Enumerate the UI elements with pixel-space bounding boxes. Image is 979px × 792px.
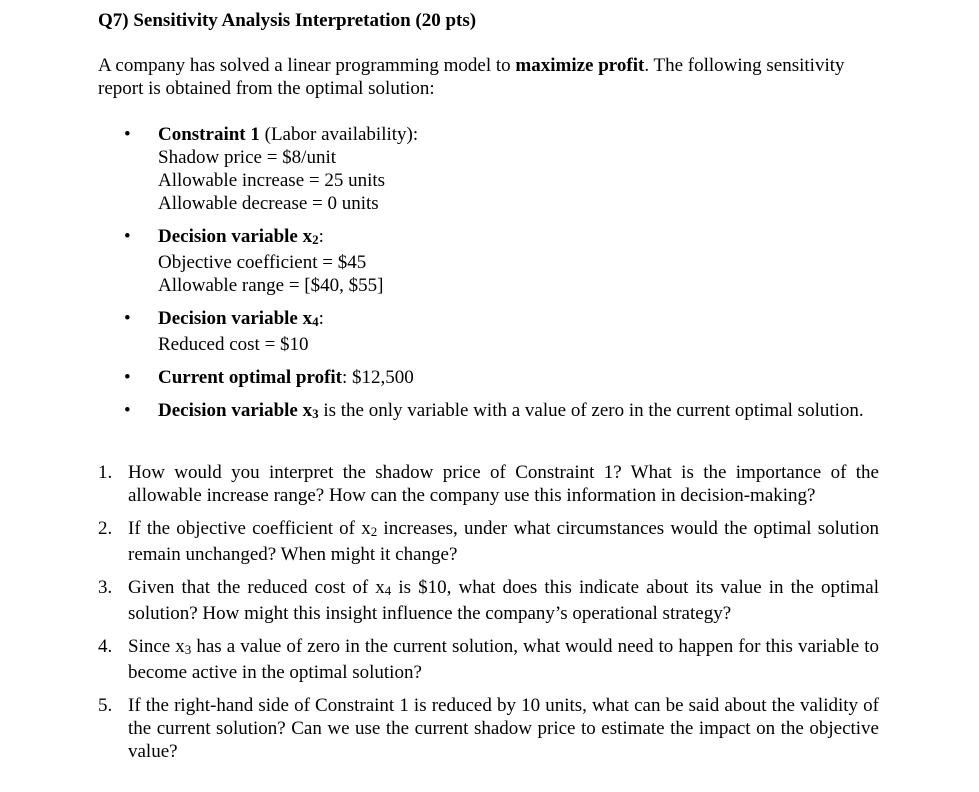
sensitivity-report-list bbox=[98, 123, 878, 435]
question-text: How would you interpret the shadow price of Constraint 1? What is the importance of the allowable increase range? How can the company use this information in decision-making? bbox=[128, 462, 879, 506]
question-text-pre: Since x bbox=[128, 636, 185, 657]
objective-coefficient-line: Objective coefficient = $45 bbox=[158, 252, 367, 273]
bullet-marker: • bbox=[124, 226, 131, 247]
question-text-post: is $10, what does this indicate about its value in the optimal solution? How might this insight influence the company’s operational strategy? bbox=[128, 577, 879, 624]
allowable-increase-line: Allowable increase = 25 units bbox=[158, 170, 386, 191]
bullet-heading-bold: Decision variable x bbox=[158, 400, 313, 421]
intro-post: . The following sensitivity report is obtained from the optimal solution: bbox=[98, 55, 845, 99]
subscript: 2 bbox=[312, 232, 319, 247]
subscript: 3 bbox=[184, 642, 192, 657]
question-number: 2. bbox=[98, 518, 113, 539]
bullet-current-profit bbox=[98, 366, 878, 389]
bullet-heading-bold: Decision variable x bbox=[158, 308, 313, 329]
subscript: 2 bbox=[370, 524, 378, 539]
question-text-pre: If the objective coefficient of x bbox=[128, 518, 371, 539]
question-text-post: has a value of zero in the current solution, what would need to happen for this variable to become active in the optimal solution? bbox=[128, 636, 879, 683]
subscript: 3 bbox=[312, 406, 319, 421]
bullet-marker: • bbox=[124, 308, 131, 329]
profit-value: : $12,500 bbox=[342, 367, 414, 388]
intro-bold: maximize profit bbox=[515, 55, 645, 76]
question-item bbox=[98, 461, 879, 507]
bullet-decision-x4 bbox=[98, 307, 878, 356]
question-text: If the right-hand side of Constraint 1 is reduced by 10 units, what can be said about the validity of the current solution? Can we use the current shadow price to estimate the impact on the objective value? bbox=[128, 695, 879, 762]
colon: : bbox=[318, 308, 324, 329]
question-number: 3. bbox=[98, 577, 113, 598]
intro-pre: A company has solved a linear programming model to bbox=[98, 55, 516, 76]
reduced-cost-line: Reduced cost = $10 bbox=[158, 334, 309, 355]
bullet-constraint-1 bbox=[98, 123, 878, 215]
bullet-marker: • bbox=[124, 367, 131, 388]
allowable-decrease-line: Allowable decrease = 0 units bbox=[158, 193, 379, 214]
bullet-marker: • bbox=[124, 400, 131, 421]
question-item bbox=[98, 694, 879, 763]
question-item bbox=[98, 635, 879, 684]
bullet-heading bbox=[158, 366, 878, 389]
colon: : bbox=[318, 226, 324, 247]
bullet-rest: is the only variable with a value of zero in the current optimal solution. bbox=[318, 400, 864, 421]
bullet-heading-bold: Constraint 1 bbox=[158, 124, 260, 145]
bullet-heading-rest: (Labor availability): bbox=[259, 124, 419, 145]
bullet-heading bbox=[158, 123, 878, 146]
subscript: 4 bbox=[384, 583, 392, 598]
question-number: 1. bbox=[98, 462, 113, 483]
question-title: Q7) Sensitivity Analysis Interpretation (20 pts) bbox=[98, 10, 477, 31]
intro-paragraph bbox=[98, 54, 878, 100]
bullet-decision-x2 bbox=[98, 225, 878, 297]
bullet-decision-x3 bbox=[98, 399, 878, 425]
bullet-heading bbox=[158, 225, 878, 251]
bullet-heading-bold: Current optimal profit bbox=[158, 367, 343, 388]
bullet-heading bbox=[158, 307, 878, 333]
question-item bbox=[98, 576, 879, 625]
question-text-pre: Given that the reduced cost of x bbox=[128, 577, 385, 598]
shadow-price-line: Shadow price = $8/unit bbox=[158, 147, 336, 168]
allowable-range-line: Allowable range = [$40, $55] bbox=[158, 275, 384, 296]
question-text-post: increases, under what circumstances would the optimal solution remain unchanged? When might it change? bbox=[128, 518, 879, 565]
question-item bbox=[98, 517, 879, 566]
subscript: 4 bbox=[312, 314, 319, 329]
bullet-heading bbox=[158, 399, 878, 425]
bullet-heading-bold: Decision variable x bbox=[158, 226, 313, 247]
bullet-marker: • bbox=[124, 124, 131, 145]
question-number: 5. bbox=[98, 695, 113, 716]
question-number: 4. bbox=[98, 636, 113, 657]
questions-list bbox=[98, 461, 879, 773]
